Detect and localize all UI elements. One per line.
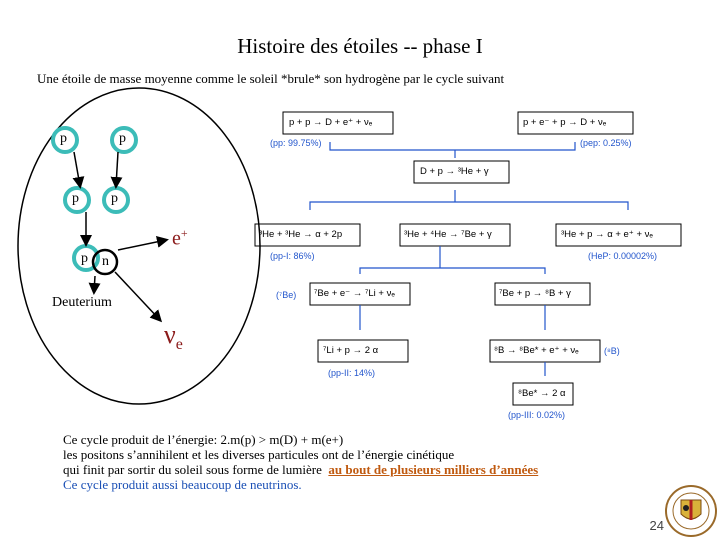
reaction-hep: ³He + p → α + e⁺ + νₑ — [561, 229, 653, 240]
proton-label: p — [119, 131, 126, 146]
deuterium-neutron-label: n — [102, 254, 109, 269]
reaction-li7p: ⁷Li + p → 2 α — [323, 345, 379, 356]
deuterium-proton-label: p — [81, 251, 88, 266]
reaction-be7p: ⁷Be + p → ⁸B + γ — [499, 288, 571, 299]
branch-line — [360, 268, 545, 274]
reaction-he3he4: ³He + ⁴He → ⁷Be + γ — [404, 229, 492, 240]
reaction-pep-label: (pep: 0.25%) — [580, 138, 632, 148]
explanation-line: Ce cycle produit aussi beaucoup de neutrinos. — [63, 477, 302, 492]
reaction-dp: D + p → ³He + γ — [420, 166, 489, 177]
proton-label: p — [60, 131, 67, 146]
reaction-hep-label: (HeP: 0.00002%) — [588, 251, 658, 261]
proton-label: p — [72, 191, 79, 206]
intro-text: Une étoile de masse moyenne comme le soleil *brule* son hydrogène par le cycle suivant — [37, 71, 505, 86]
thousands-years-link[interactable]: au bout de plusieurs milliers d’années — [328, 462, 539, 477]
reaction-be8: ⁸Be* → 2 α — [518, 388, 566, 399]
explanation-line: Ce cycle produit de l’énergie: 2.m(p) > m(D) + m(e+) — [63, 432, 344, 447]
university-seal-icon — [664, 482, 718, 538]
reaction-pep: p + e⁻ + p → D + νₑ — [523, 117, 607, 128]
neutrino-label: $\nu_e$ — [164, 320, 183, 354]
deuterium-label: Deuterium — [52, 295, 112, 310]
reaction-ppII-label: (pp-II: 14%) — [328, 368, 376, 378]
reaction-be7-label: (⁷Be) — [276, 290, 297, 300]
reaction-b8: ⁸B → ⁸Be* + e⁺ + νₑ — [494, 345, 579, 356]
reaction-he3he3: ³He + ³He → α + 2p — [259, 229, 343, 240]
reaction-ppI-label: (pp-I: 86%) — [270, 251, 315, 261]
reaction-pp-label: (pp: 99.75%) — [270, 138, 322, 148]
branch-line — [330, 142, 575, 150]
page-number: 24 — [649, 518, 664, 533]
slide-title: Histoire des étoiles -- phase I — [237, 34, 483, 58]
positron-label: e+ — [172, 226, 188, 250]
branch-line — [310, 202, 628, 210]
explanation-text — [63, 432, 538, 492]
proton-label: p — [111, 191, 118, 206]
reaction-ppIII-label: (pp-III: 0.02%) — [508, 410, 566, 420]
reaction-be7e: ⁷Be + e⁻ → ⁷Li + νₑ — [314, 288, 395, 299]
explanation-line: qui finit par sortir du soleil sous forme de lumière au bout de plusieurs milliers d’années — [63, 462, 539, 477]
reaction-b8-label: (⁸B) — [604, 346, 620, 356]
reaction-pp: p + p → D + e⁺ + νₑ — [289, 117, 373, 128]
explanation-line: les positons s’annihilent et les diverses particules ont de l’énergie cinétique — [63, 447, 455, 462]
